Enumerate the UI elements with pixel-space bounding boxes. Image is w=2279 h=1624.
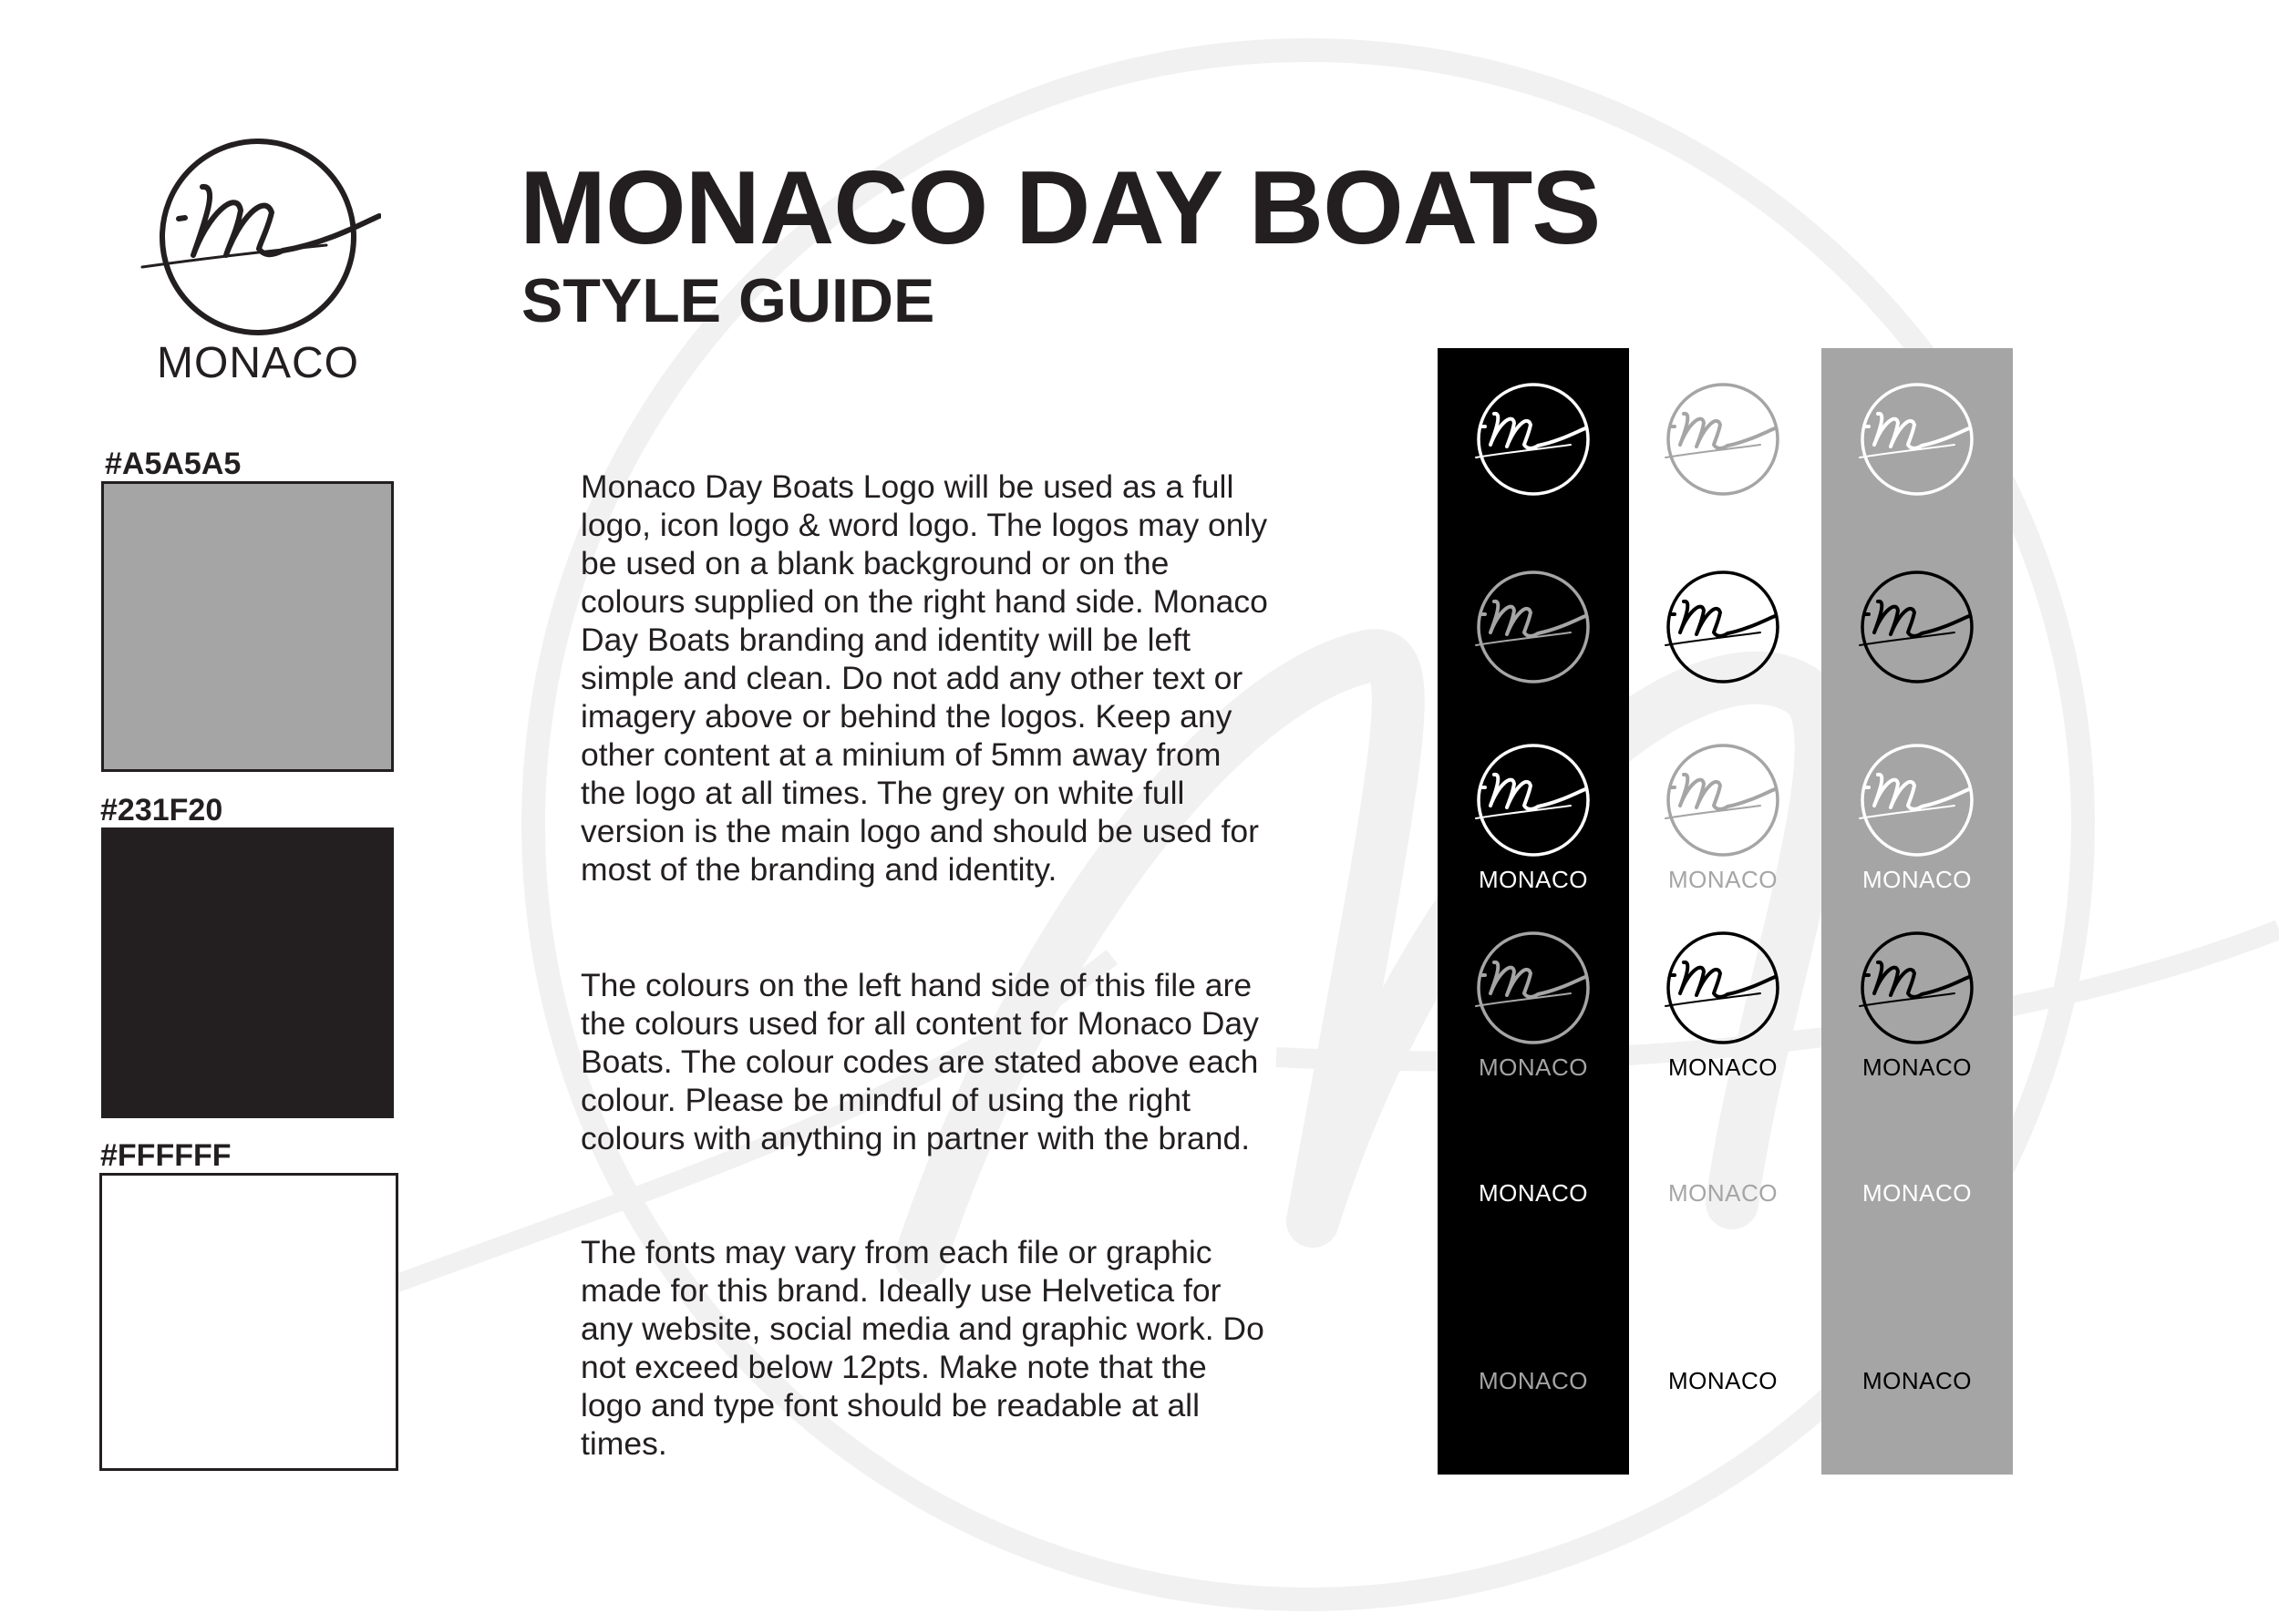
logo-variant-word bbox=[1821, 1099, 2013, 1287]
logo-wordmark: MONACO bbox=[1479, 1054, 1588, 1081]
main-logo bbox=[135, 123, 381, 387]
logo-variant-icon bbox=[1821, 348, 2013, 536]
fonts-paragraph: The fonts may vary from each file or graphic made for this brand. Ideally use Helvetica for any website, social media and graphic work. Do not exceed below 12pts. Make note that the logo and type font should be readable at all times. bbox=[581, 1234, 1264, 1462]
colours-paragraph: The colours on the left hand side of this file are the colours used for all content for Monaco Day Boats. The colour codes are stated above each colour. Please be mindful of using the right colours with anything in partner with the brand. bbox=[581, 967, 1259, 1156]
logo-variant-full bbox=[1821, 724, 2013, 911]
swatch-label-white: #FFFFFF bbox=[100, 1138, 232, 1173]
logo-wordmark: MONACO bbox=[157, 339, 359, 387]
usage-paragraph: Monaco Day Boats Logo will be used as a full logo, icon logo & word logo. The logos may only be used on a blank background or on the colours supplied on the right hand side. Monaco Day Boats branding and identity will be left simple and clean. Do not add any other text or imagery above or behind the logos. Keep any other content at a minium of 5mm away from the logo at all times. The grey on white full version is the main logo and should be used for most of the branding and identity. bbox=[581, 468, 1268, 888]
logo-column-grey bbox=[1821, 348, 2013, 1475]
logo-wordmark: MONACO bbox=[1668, 1179, 1778, 1207]
logo-variant-word bbox=[1627, 1099, 1819, 1287]
logo-wordmark: MONACO bbox=[1862, 1367, 1972, 1394]
logo-wordmark: MONACO bbox=[1862, 866, 1972, 893]
logo-wordmark: MONACO bbox=[1668, 866, 1778, 893]
monogram-m-icon bbox=[1627, 536, 1819, 724]
logo-variant-full bbox=[1627, 911, 1819, 1099]
logo-variant-icon bbox=[1438, 536, 1629, 724]
monogram-m-icon bbox=[1821, 536, 2013, 724]
swatch-grey bbox=[101, 481, 394, 772]
logo-column-black bbox=[1438, 348, 1629, 1475]
logo-variant-icon bbox=[1627, 348, 1819, 536]
swatch-label-dark: #231F20 bbox=[100, 793, 223, 827]
logo-column-white bbox=[1627, 348, 1819, 1475]
logo-wordmark: MONACO bbox=[1479, 866, 1588, 893]
monogram-m-icon bbox=[135, 123, 381, 338]
logo-wordmark: MONACO bbox=[1668, 1367, 1778, 1394]
page-subtitle: STYLE GUIDE bbox=[521, 266, 935, 335]
logo-variant-word bbox=[1438, 1099, 1629, 1287]
page-title: MONACO DAY BOATS bbox=[520, 150, 1601, 266]
logo-wordmark: MONACO bbox=[1479, 1179, 1588, 1207]
logo-wordmark: MONACO bbox=[1862, 1054, 1972, 1081]
monogram-m-icon bbox=[1438, 348, 1629, 536]
logo-variant-full bbox=[1627, 724, 1819, 911]
logo-variant-icon bbox=[1627, 536, 1819, 724]
monogram-m-icon bbox=[1438, 536, 1629, 724]
logo-variant-word bbox=[1627, 1287, 1819, 1475]
logo-variant-full bbox=[1438, 724, 1629, 911]
logo-wordmark: MONACO bbox=[1479, 1367, 1588, 1394]
logo-variant-full bbox=[1821, 911, 2013, 1099]
swatch-label-grey: #A5A5A5 bbox=[105, 447, 242, 481]
logo-wordmark: MONACO bbox=[1668, 1054, 1778, 1081]
logo-variant-icon bbox=[1821, 536, 2013, 724]
swatch-dark bbox=[101, 827, 394, 1118]
logo-variant-full bbox=[1438, 911, 1629, 1099]
monogram-m-icon bbox=[1821, 348, 2013, 536]
logo-wordmark: MONACO bbox=[1862, 1179, 1972, 1207]
logo-variant-icon bbox=[1438, 348, 1629, 536]
monogram-m-icon bbox=[1627, 348, 1819, 536]
swatch-white bbox=[99, 1173, 398, 1471]
logo-variant-word bbox=[1438, 1287, 1629, 1475]
logo-variant-word bbox=[1821, 1287, 2013, 1475]
